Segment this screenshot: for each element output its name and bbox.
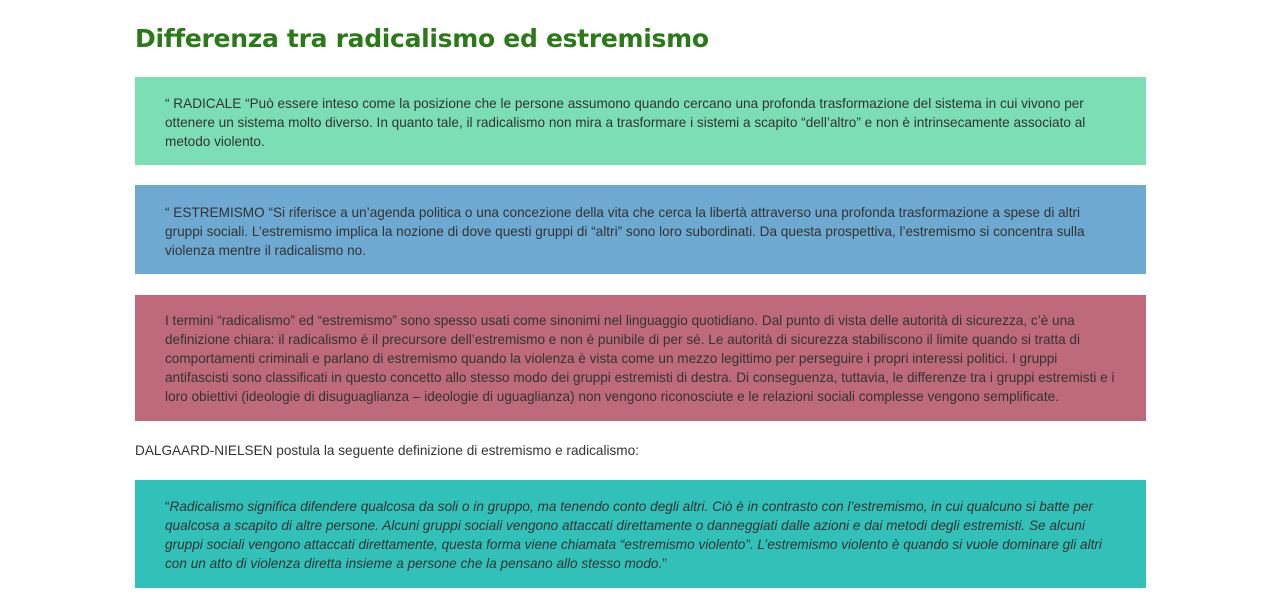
radicale-definition-text: “ RADICALE “Può essere inteso come la posizione che le persone assumono quando cercano una profonda trasformazione del sistema in cui vivono per ottenere un sistema molto diverso. In quanto tale, il radicalismo non mira a trasformare i sistemi a scapito “dell’altro” e non è intrinsecamente associato al metodo violento. [165, 96, 1086, 149]
dalgaard-nielsen-intro: DALGAARD-NIELSEN postula la seguente definizione di estremismo e radicalismo: [135, 443, 639, 458]
close-quote-mark: ” [662, 556, 667, 571]
estremismo-definition-text: “ ESTREMISMO “Si riferisce a un’agenda politica o una concezione della vita che cerca la libertà attraverso una profonda trasformazione a spese di altri gruppi sociali. L’estremismo implica la nozione di dove questi gruppi di “altri” sono loro subordinati. Da questa prospettiva, l’estremismo si concentra sulla violenza mentre il radicalismo no. [165, 205, 1085, 258]
quote-text: Radicalismo significa difendere qualcosa da soli o in gruppo, ma tenendo conto degli altri. Ciò è in contrasto con l’estremismo, in cui qualcuno si batte per qualcosa a scapito di altre persone. Alcuni gruppi sociali vengono attaccati direttamente o danneggiati dalle azioni e dai metodi degli estremisti. Se alcuni gruppi sociali vengono attaccati direttamente, questa forma viene chiamata “estremismo violento”. L’estremismo violento è quando si vuole dominare gli altri con un atto di violenza diretta insieme a persone che la pensano allo stesso modo. [165, 499, 1102, 571]
terms-explanation-text: I termini “radicalismo” ed “estremismo” sono spesso usati come sinonimi nel linguaggio quotidiano. Dal punto di vista delle autorità di sicurezza, c’è una definizione chiara: il radicalismo è il precursore dell’estremismo e non è punibile di per sé. Le autorità di sicurezza stabiliscono il limite quando si tratta di comportamenti criminali e parlano di estremismo quando la violenza è vista come un mezzo legittimo per perseguire i propri interessi politici. I gruppi antifascisti sono classificati in questo concetto allo stesso modo dei gruppi estremisti di destra. Di conseguenza, tuttavia, le differenze tra i gruppi estremisti e i loro obiettivi (ideologie di disuguaglianza – ideologie di uguaglianza) non vengono riconosciute e le relazioni sociali complesse vengono semplificate. [165, 313, 1115, 404]
dalgaard-nielsen-quote [165, 497, 1116, 573]
dalgaard-nielsen-quote-box [135, 480, 1146, 588]
radicale-definition-box [135, 77, 1146, 165]
open-quote-mark: “ [165, 499, 170, 514]
page-title: Differenza tra radicalismo ed estremismo [135, 24, 709, 53]
terms-explanation-box [135, 295, 1146, 421]
estremismo-definition-box [135, 185, 1146, 274]
